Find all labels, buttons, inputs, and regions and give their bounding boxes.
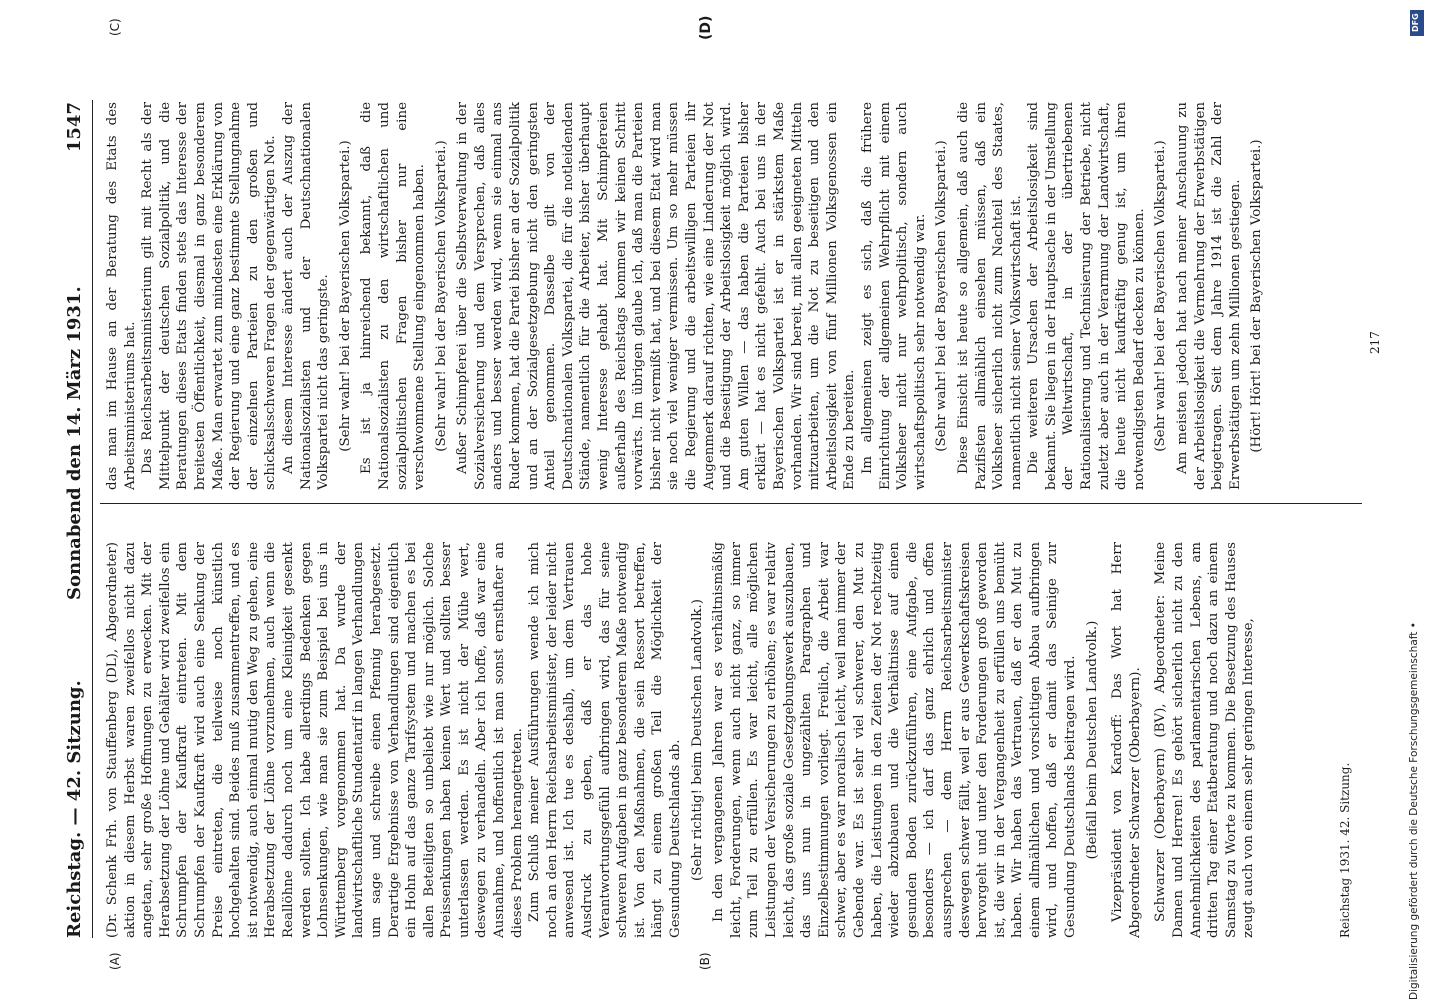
header-left: Reichstag. — 42. Sitzung.: [64, 680, 85, 938]
margin-letter-c: (C): [108, 18, 122, 36]
header-rule: [92, 100, 93, 938]
dfg-logo: [1410, 10, 1424, 36]
paragraph: Vizepräsident von Kardorff: Das Wort hat Herr Abgeordneter Schwarzer (Oberbayern).: [1110, 542, 1143, 938]
side-credit: [1404, 10, 1428, 1000]
interjection: (Sehr wahr! bei der Bayerischen Volkspartei.): [934, 140, 950, 452]
paragraph: Im allgemeinen zeigt es sich, daß die frühere Einrichtung der allgemeinen Wehrpflicht mit einem Volksheer nicht nur wehrpolitisch, sondern auch wirtschaftspolitisch sehr notwendig war.: [859, 102, 928, 490]
header-date: Sonnabend den 14. März 1931.: [64, 286, 85, 600]
dfg-logo-text: DFG: [1411, 13, 1420, 32]
interjection: (Sehr wahr! bei der Bayerischen Volkspartei.): [433, 140, 449, 452]
interjection: (Beifall beim Deutschen Landvolk.): [1084, 620, 1100, 860]
margin-letter-d: (D): [698, 15, 714, 40]
interjection: (Sehr wahr! bei der Bayerischen Volkspartei.): [1153, 140, 1169, 452]
left-column: [104, 542, 1264, 938]
paragraph: Am meisten jedoch hat nach meiner Anschauung zu der Arbeitslosigkeit die Vermehrung der Erwerbstätigen beigetragen. Seit dem Jahre 1914 ist die Zahl der Erwerbstätigen um zehn Millionen gestiegen.: [1175, 102, 1243, 490]
paragraph: Diese Einsicht ist heute so allgemein, daß auch die Pazifisten allmählich einsehen müssen, daß ein Volksheer sicherlich nicht zum Nachteil des Staates, namentlich nicht seiner Volkswirtschaft ist.: [955, 102, 1024, 490]
paragraph: Außer Schimpferei über die Selbstverwaltung in der Sozialversicherung und dem Versprechen, daß alles anders und besser werden wird, wenn sie einmal ans Ruder kommen, hat die Partei bisher an der Sozialpolitik und an der Sozialgesetzgebung nicht den geringsten Anteil genommen. Dasselbe gilt von der Deutschnationalen Volkspartei, die für die notleidenden Stände, namentlich für die Arbeiter, bisher überhaupt wenig Interesse gehabt hat. Mit Schimpfereien außerhalb des Reichstags kommen wir keinen Schritt vorwärts. Im übrigen glaube ich, daß man die Parteien bisher nicht vermißt hat, und bei diesem Etat wird man sie noch viel weniger vermissen. Um so mehr müssen die Regierung und die arbeitswilligen Parteien ihr Augenmerk darauf richten, wie eine Linderung der Not und die Beseitigung der Arbeitslosigkeit möglich wird. Am guten Willen — das haben die Parteien bisher erklärt — hat es nicht gefehlt. Auch bei uns in der Bayerischen Volkspartei ist er in stärkstem Maße vorhanden. Wir sind bereit, mit allen geeigneten Mitteln mitzuarbeiten, um die Not zu beseitigen und den Arbeitslosigkeit von fünf Millionen Volksgenossen ein Ende zu bereiten.: [455, 102, 858, 490]
interjection: (Sehr wahr! bei der Bayerischen Volkspartei.): [337, 140, 353, 452]
paragraph: Zum Schluß meiner Ausführungen wende ich mich noch an den Herrn Reichsarbeitsminister, der leider nicht anwesend ist. Ich tue es deshalb, um dem Vertrauen Ausdruck zu geben, daß er das hohe Verantwortungsgefühl aufbringen wird, das für seine schweren Aufgaben in ganz besonderem Maße notwendig ist. Von den Maßnahmen, die sein Ressort betreffen, hängt zu einem großen Teil die Möglichkeit der Gesundung Deutschlands ab.: [527, 542, 683, 938]
page-header: [64, 0, 94, 1000]
paragraph: An diesem Interesse ändert auch der Auszug der Nationalsozialisten und der Deutschnationalen Volkspartei nicht das geringste.: [280, 102, 332, 490]
interjection: (Hört! Hört! bei der Bayerischen Volkspartei.): [1249, 139, 1264, 453]
footer-left: Reichstag 1931. 42. Sitzung.: [1338, 762, 1352, 938]
paragraph: In den vergangenen Jahren war es verhältnismäßig leicht, Forderungen, wenn auch nicht ganz, so immer zum Teil zu erfüllen. Es war leicht, alle möglichen Leistungen der Versicherungen zu erhöhen; es war relativ leicht, das große soziale Gesetzgebungswerk auszubauen, das uns nun in ungezählten Paragraphen und Einzelbestimmungen vorliegt. Freilich, die Arbeit war schwer, aber es war moralisch leicht, weil man immer der Gebende war. Es ist sehr viel schwerer, den Mut zu haben, die Leistungen in den Zeiten der Not rechtzeitig wieder abzubauen und die Verhältnisse auf einen gesunden Boden zurückzuführen, eine Aufgabe, die besonders — ich darf das ganz ehrlich und offen aussprechen — dem Herrn Reichsarbeitsminister deswegen schwer fällt, weil er aus Gewerkschaftskreisen hervorgeht und unter den Forderungen groß geworden ist, die wir in der Vergangenheit zu erfüllen uns bemüht haben. Wir haben das Vertrauen, daß er den Mut zu einem allmählichen und vorsichtigen Abbau aufbringen wird, und hoffen, daß er damit das Seinige zur Gesundung Deutschlands beitragen wird.: [711, 542, 1079, 938]
column-divider: [100, 503, 1362, 504]
footer-sheet-number: 217: [1368, 331, 1382, 354]
margin-letter-b: (B): [698, 952, 712, 970]
paragraph: das man im Hause an der Beratung des Etats des Arbeitsministeriums hat.: [105, 102, 138, 490]
right-column: [104, 102, 1264, 490]
paragraph: Es ist ja hinreichend bekannt, daß die Nationalsozialisten zu den wirtschaftlichen und sozialpolitischen Fragen bisher nur eine verschwommene Stellung eingenommen haben.: [359, 102, 428, 490]
paragraph: Das Reichsarbeitsministerium gilt mit Recht als der Mittelpunkt der deutschen Sozialpolitik, und die Beratungen dieses Etats finden stets das Interesse der breitesten Öffentlichkeit, diesmal in ganz besonderem Maße. Man erwartet zum mindesten eine Erklärung von der Regierung und eine ganz bestimmte Stellungnahme der einzelnen Parteien zu den großen und schicksalsschweren Fragen der gegenwärtigen Not.: [140, 102, 279, 490]
side-credit-text: Digitalisierung gefördert durch die Deutsche Forschungsgemeinschaft •: [1408, 622, 1420, 1000]
interjection: (Sehr richtig! beim Deutschen Landvolk.): [689, 598, 705, 882]
page-number: 1547: [64, 102, 85, 153]
paragraph: (Dr. Schenk Frh. von Stauffenberg (DL), Abgeordneter) aktion in diesem Herbst waren zweifellos nicht dazu angetan, sehr große Hoffnungen zu erwecken. Mit der Herabsetzung der Löhne und Gehälter wird zweifellos ein Schrumpfen der Kaufkraft eintreten. Mit dem Schrumpfen der Kaufkraft wird auch eine Senkung der Preise eintreten, die teilweise noch künstlich hochgehalten sind. Beides muß zusammentreffen, und es ist notwendig, auch einmal mutig den Weg zu gehen, eine Herabsetzung der Löhne vorzunehmen, auch wenn die Reallöhne dadurch noch um eine Kleinigkeit gesenkt werden sollten. Ich habe allerdings Bedenken gegen Lohnsenkungen, wie man sie zum Beispiel bei uns in Württemberg vorgenommen hat. Da wurde der landwirtschaftliche Stundentarif in langen Verhandlungen um sage und schreibe einen Pfennig herabgesetzt. Derartige Ergebnisse von Verhandlungen sind eigentlich ein Hohn auf das ganze Tarifsystem und machen es bei allen Beteiligten so unbeliebt wie nur möglich. Solche Preissenkungen haben keinen Wert und sollten besser unterlassen werden. Es ist nicht der Mühe wert, deswegen zu verhandeln. Aber ich hoffe, daß war eine Ausnahme, und hoffentlich ist man sonst ernsthafter an dieses Problem herangetreten.: [105, 542, 525, 938]
margin-letter-a: (A): [108, 952, 122, 970]
paragraph: Schwarzer (Oberbayern) (BV), Abgeordneter: Meine Damen und Herren! Es gehört sicherlich nicht zu den Annehmlichkeiten des parlamentarischen Lebens, am dritten Tag einer Etatberatung und noch dazu an einem Samstag zu Worte zu kommen. Die Besetzung des Hauses zeugt auch von einem sehr geringen Interesse,: [1153, 542, 1257, 938]
paragraph: Die weiteren Ursachen der Arbeitslosigkeit sind bekannt. Sie liegen in der Hauptsache in der Umstellung der Weltwirtschaft, in der übertriebenen Rationalisierung und Technisierung der Betriebe, nicht zuletzt aber auch in der Verarmung der Landwirtschaft, die heute nicht kaufkräftig genug ist, um ihren notwendigsten Bedarf decken zu können.: [1026, 102, 1147, 490]
